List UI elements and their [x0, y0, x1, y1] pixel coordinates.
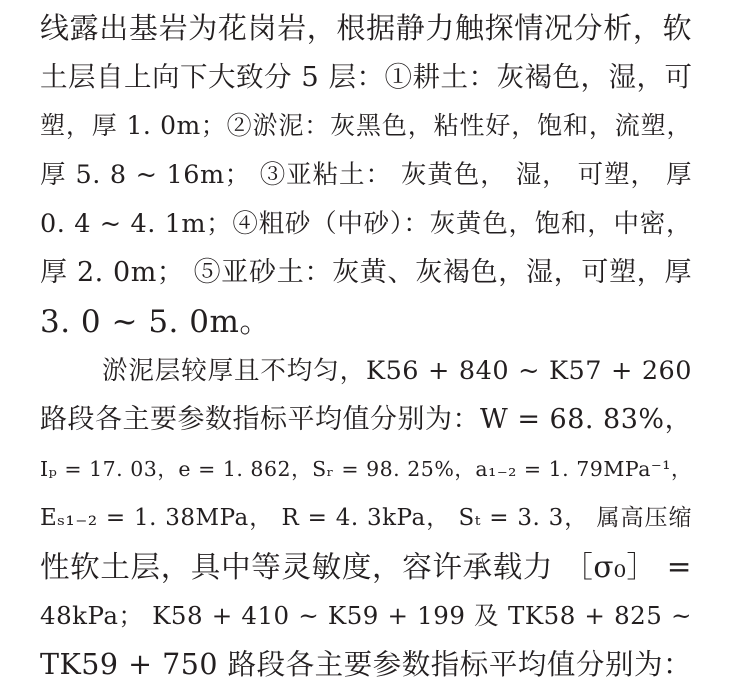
paragraph-line-10: Iₚ = 17. 03，e = 1. 862，Sᵣ = 98. 25%，a₁₋₂ = 1. 79MPa⁻¹，: [40, 457, 692, 481]
paragraph-line-12: 性软土层，具中等灵敏度，容许承载力 ［σ₀］ =: [40, 550, 692, 584]
paragraph-line-9: 路段各主要参数指标平均值分别为：W = 68. 83%，: [40, 404, 692, 435]
paragraph-line-14: TK59 + 750 路段各主要参数指标平均值分别为：: [40, 648, 692, 681]
paragraph-line-2: 土层自上向下大致分 5 层：①耕土：灰褐色，湿，可: [40, 61, 692, 93]
paragraph-line-8: 淤泥层较厚且不均匀，K56 + 840 ~ K57 + 260: [102, 356, 692, 386]
paragraph-line-5: 0. 4 ~ 4. 1m；④粗砂（中砂）：灰黄色，饱和，中密，: [40, 209, 692, 239]
paragraph-line-3: 塑，厚 1. 0m；②淤泥：灰黑色，粘性好，饱和，流塑，: [40, 111, 692, 140]
paragraph-line-7: 3. 0 ~ 5. 0m。: [40, 304, 271, 340]
paragraph-line-1: 线露出基岩为花岗岩，根据静力触探情况分析，软: [40, 11, 692, 45]
paragraph-line-4: 厚 5. 8 ~ 16m； ③亚粘土： 灰黄色， 湿， 可塑， 厚: [40, 160, 692, 190]
paragraph-line-6: 厚 2. 0m； ⑤亚砂土：灰黄、灰褐色，湿，可塑，厚: [40, 257, 692, 288]
paragraph-line-13: 48kPa； K58 + 410 ~ K59 + 199 及 TK58 + 825 ~: [40, 601, 692, 630]
paragraph-line-11: Eₛ₁₋₂ = 1. 38MPa， R = 4. 3kPa， Sₜ = 3. 3， 属高压缩: [40, 505, 692, 531]
